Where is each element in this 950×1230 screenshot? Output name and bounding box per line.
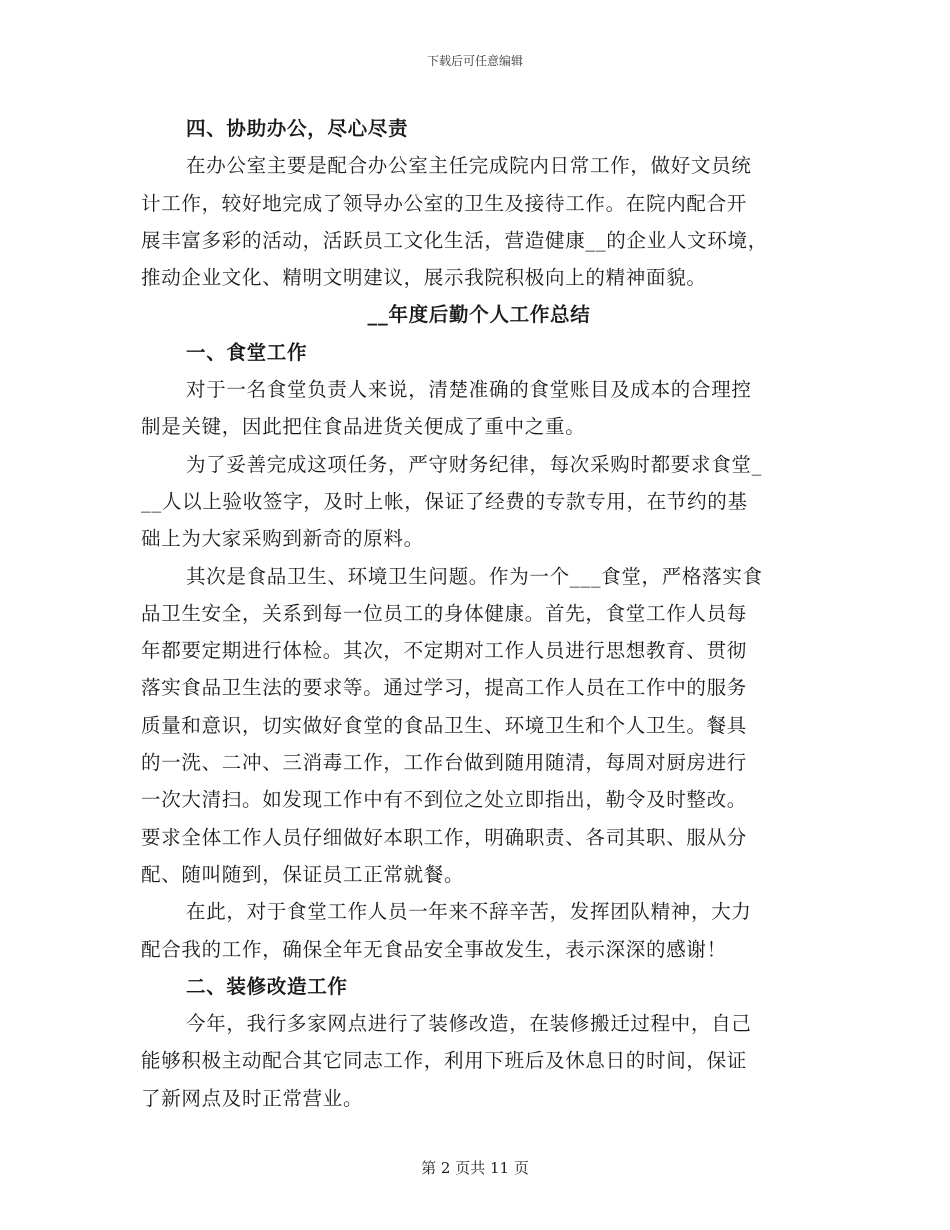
paragraph-line: 其次是食品卫生、环境卫生问题。作为一个___食堂，严格落实食: [186, 564, 763, 588]
paragraph-line: 的一洗、二冲、三消毒工作，工作台做到随用随清，每周对厨房进行: [141, 751, 748, 775]
paragraph-line: 要求全体工作人员仔细做好本职工作，明确职责、各司其职、服从分: [141, 825, 748, 849]
paragraph-line: 制是关键，因此把住食品进货关便成了重中之重。: [141, 415, 586, 439]
paragraph-line: 在此，对于食堂工作人员一年来不辞辛苦，发挥团队精神，大力: [186, 900, 752, 924]
section-heading: 一、食堂工作: [186, 340, 308, 364]
section-heading: 二、装修改造工作: [186, 974, 348, 998]
page-number-footer: 第 2 页共 11 页: [421, 1159, 529, 1177]
paragraph-line: 品卫生安全，关系到每一位员工的身体健康。首先，食堂工作人员每: [141, 601, 748, 625]
paragraph-line: __人以上验收签字，及时上帐，保证了经费的专款专用，在节约的基: [141, 489, 748, 513]
paragraph-line: 为了妥善完成这项任务，严守财务纪律，每次采购时都要求食堂_: [186, 452, 763, 476]
paragraph-line: 一次大清扫。如发现工作中有不到位之处立即指出，勒令及时整改。: [141, 788, 748, 812]
paragraph-line: 础上为大家采购到新奇的原料。: [141, 527, 424, 551]
paragraph-line: 落实食品卫生法的要求等。通过学习，提高工作人员在工作中的服务: [141, 676, 748, 700]
paragraph-line: 计工作，较好地完成了领导办公室的卫生及接待工作。在院内配合开: [141, 191, 748, 215]
paragraph-line: 在办公室主要是配合办公室主任完成院内日常工作，做好文员统: [186, 154, 752, 178]
paragraph-line: 配合我的工作，确保全年无食品安全事故发生，表示深深的感谢！: [141, 937, 727, 961]
paragraph-line: 质量和意识，切实做好食堂的食品卫生、环境卫生和个人卫生。餐具: [141, 713, 748, 737]
paragraph-line: 推动企业文化、精明文明建议，展示我院积极向上的精神面貌。: [141, 266, 707, 290]
paragraph-line: 年都要定期进行体检。其次，不定期对工作人员进行思想教育、贯彻: [141, 639, 748, 663]
document-title: __年度后勤个人工作总结: [367, 303, 591, 327]
paragraph-line: 能够积极主动配合其它同志工作，利用下班后及休息日的时间，保证: [141, 1049, 748, 1073]
page-header-note: 下载后可任意编辑: [426, 54, 523, 68]
paragraph-line: 对于一名食堂负责人来说，清楚准确的食堂账目及成本的合理控: [186, 378, 752, 402]
document-body: [141, 110, 817, 1117]
paragraph-line: 了新网点及时正常营业。: [141, 1086, 364, 1110]
paragraph-line: 配、随叫随到，保证员工正常就餐。: [141, 862, 465, 886]
paragraph-line: 今年，我行多家网点进行了装修改造，在装修搬迁过程中，自己: [186, 1012, 752, 1036]
paragraph-line: 展丰富多彩的活动，活跃员工文化生活，营造健康__的企业人文环境，: [141, 228, 768, 252]
section-heading: 四、协助办公，尽心尽责: [186, 117, 409, 140]
